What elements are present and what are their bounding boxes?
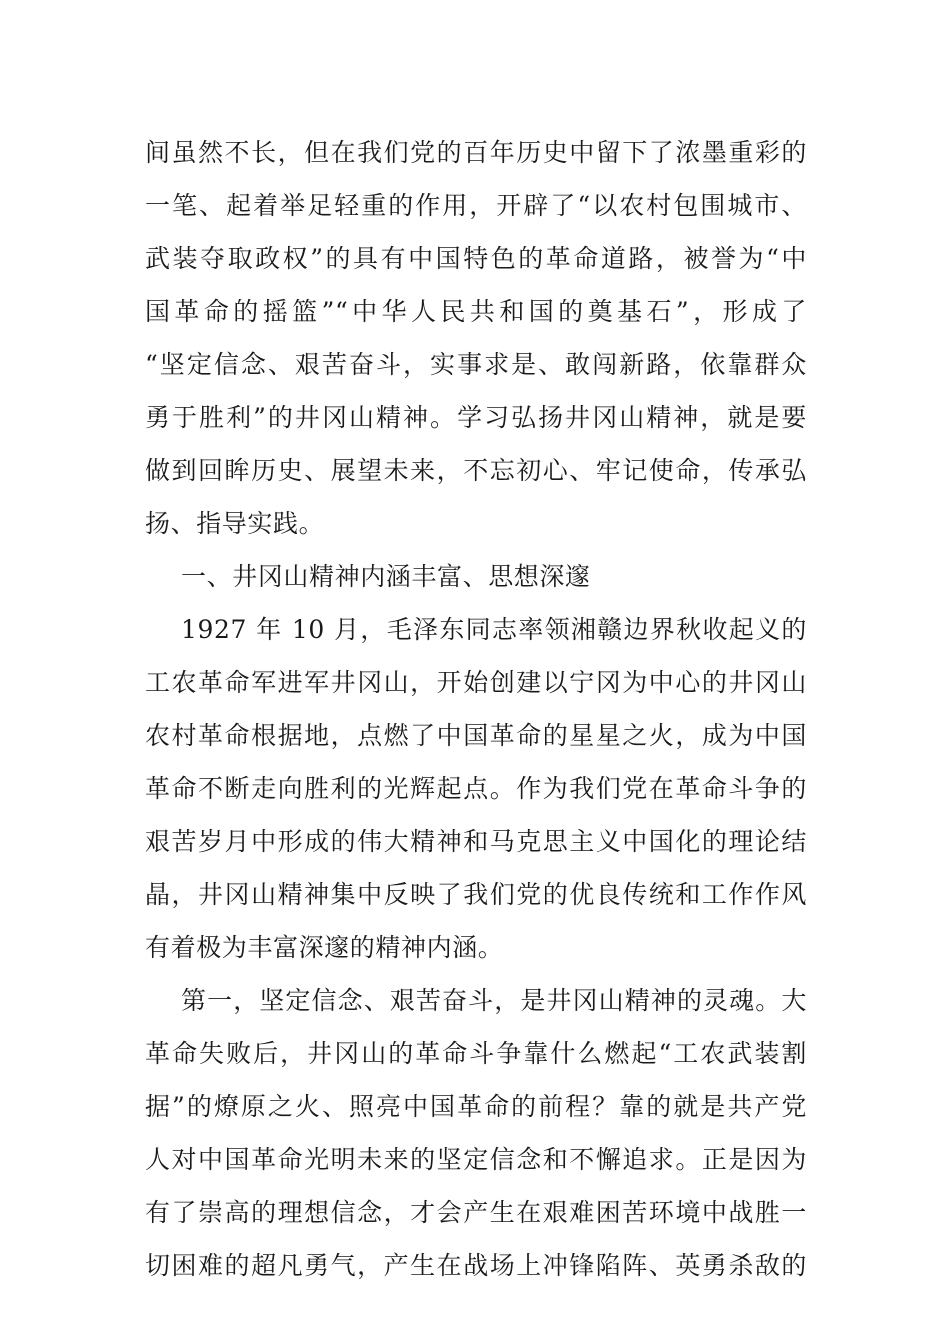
paragraph-line: 艰苦岁月中形成的伟大精神和马克思主义中国化的理论结 [145, 827, 807, 856]
paragraph-line: 人对中国革命光明未来的坚定信念和不懈追求。正是因为 [145, 1145, 807, 1174]
paragraph-line: 间虽然不长，但在我们党的百年历史中留下了浓墨重彩的 [145, 138, 807, 167]
paragraph-line: 1927 年 10 月，毛泽东同志率领湘赣边界秋收起义的 [181, 615, 807, 644]
paragraph-line: 农村革命根据地，点燃了中国革命的星星之火，成为中国 [145, 721, 807, 750]
paragraph-line: “坚定信念、艰苦奋斗，实事求是、敢闯新路，依靠群众 [145, 350, 807, 379]
paragraph-line: 革命不断走向胜利的光辉起点。作为我们党在革命斗争的 [145, 774, 807, 803]
paragraph-line: 国革命的摇篮”“中华人民共和国的奠基石”，形成了 [145, 297, 807, 326]
paragraph-line: 革命失败后，井冈山的革命斗争靠什么燃起“工农武装割 [145, 1039, 807, 1068]
paragraph-line: 一笔、起着举足轻重的作用，开辟了“以农村包围城市、 [145, 191, 807, 220]
paragraph-line: 做到回眸历史、展望未来，不忘初心、牢记使命，传承弘 [145, 456, 807, 485]
paragraph-line: 工农革命军进军井冈山，开始创建以宁冈为中心的井冈山 [145, 668, 807, 697]
paragraph-line: 有了崇高的理想信念，才会产生在艰难困苦环境中战胜一 [145, 1198, 807, 1227]
paragraph-line: 第一，坚定信念、艰苦奋斗，是井冈山精神的灵魂。大 [181, 986, 807, 1015]
section-heading: 一、井冈山精神内涵丰富、思想深邃 [181, 562, 591, 591]
paragraph-line: 武装夺取政权”的具有中国特色的革命道路，被誉为“中 [145, 244, 807, 273]
paragraph-line: 扬、指导实践。 [145, 509, 325, 538]
paragraph-line: 勇于胜利”的井冈山精神。学习弘扬井冈山精神，就是要 [145, 403, 807, 432]
paragraph-line: 据”的燎原之火、照亮中国革命的前程？靠的就是共产党 [145, 1092, 807, 1121]
paragraph-line: 切困难的超凡勇气，产生在战场上冲锋陷阵、英勇杀敌的 [145, 1251, 807, 1280]
paragraph-line: 有着极为丰富深邃的精神内涵。 [145, 933, 504, 962]
paragraph-line: 晶，井冈山精神集中反映了我们党的优良传统和工作作风 [145, 880, 807, 909]
